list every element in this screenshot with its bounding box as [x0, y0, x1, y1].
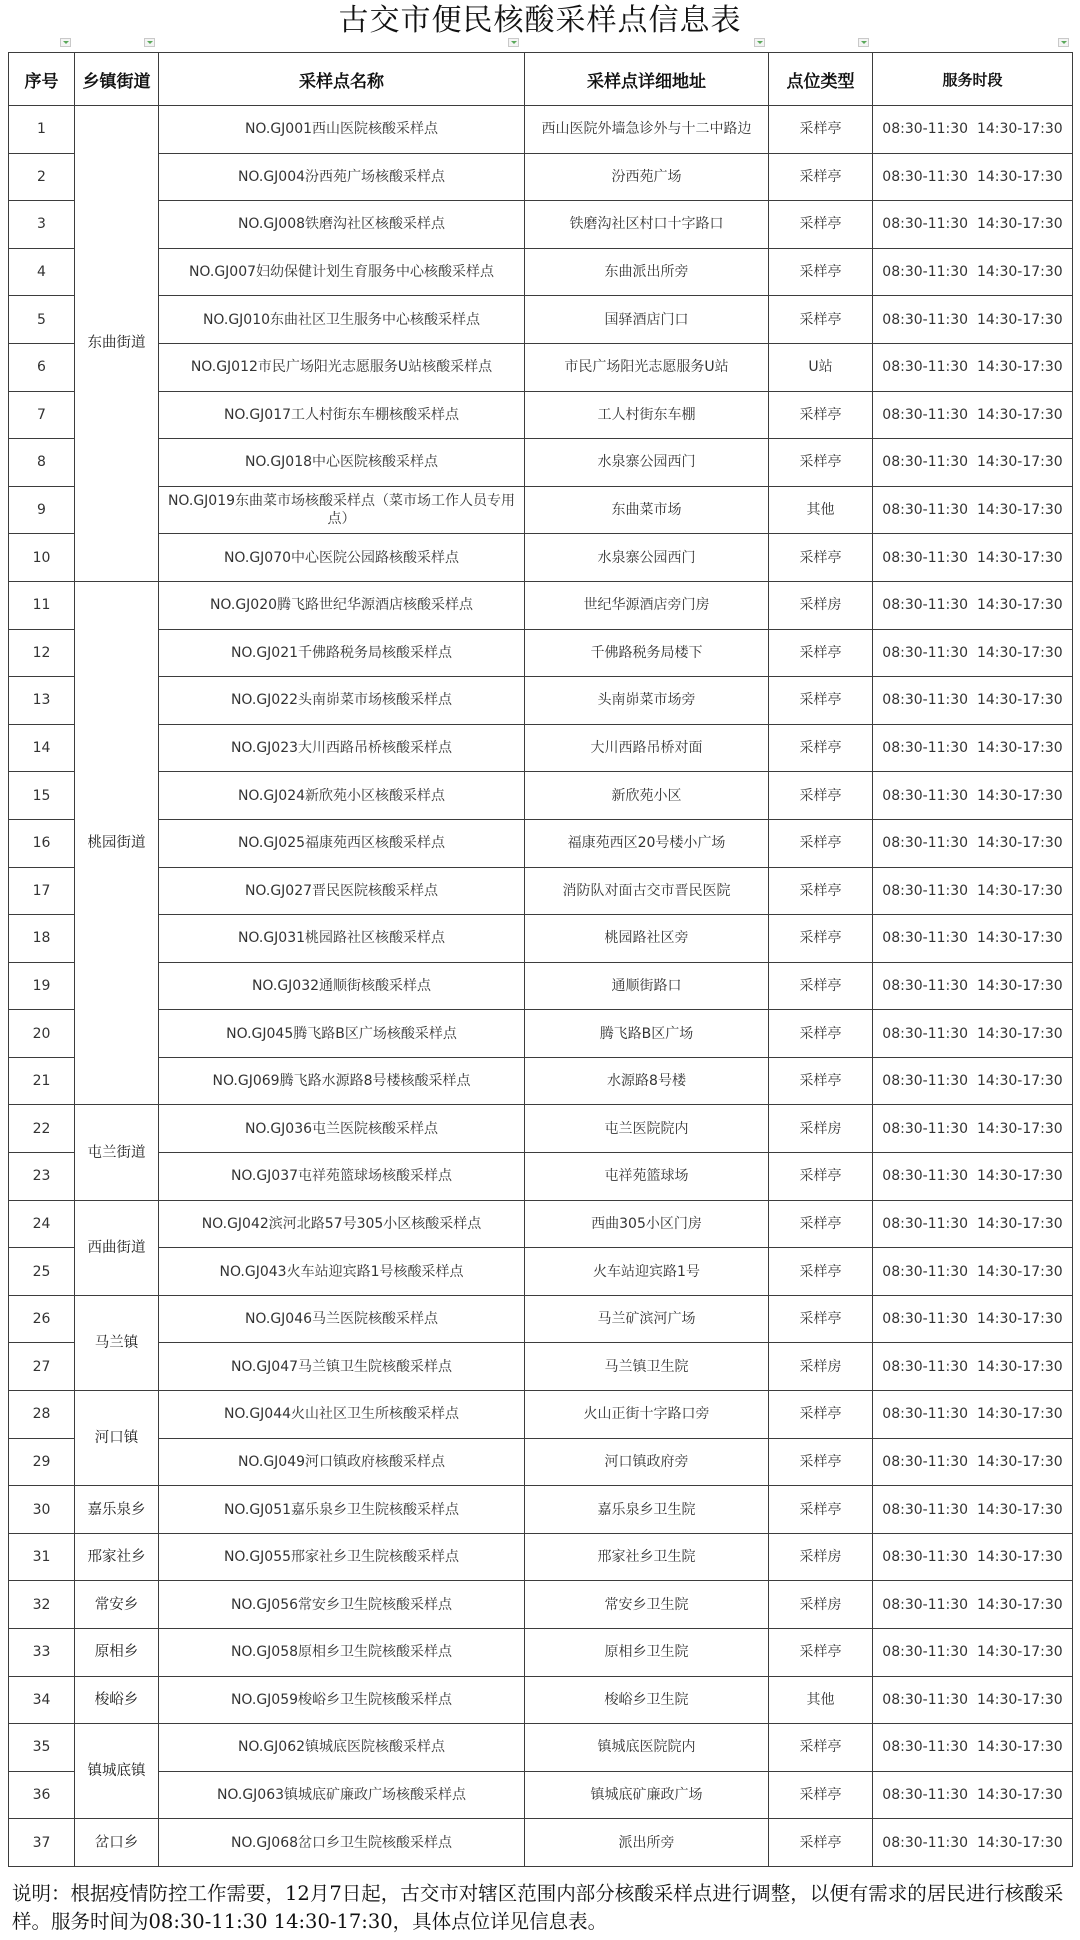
row-number-cell[interactable]: 37 [9, 1819, 75, 1867]
site-name-cell[interactable]: NO.GJ042滨河北路57号305小区核酸采样点 [159, 1200, 525, 1248]
site-address-cell[interactable]: 屯祥苑篮球场 [525, 1153, 769, 1201]
town-cell[interactable]: 嘉乐泉乡 [75, 1486, 159, 1534]
row-number-cell[interactable]: 3 [9, 201, 75, 249]
row-number-cell[interactable]: 7 [9, 391, 75, 439]
site-address-cell[interactable]: 马兰矿滨河广场 [525, 1295, 769, 1343]
site-type-cell[interactable]: 其他 [769, 486, 873, 534]
town-cell[interactable]: 西曲街道 [75, 1200, 159, 1295]
town-cell[interactable]: 岔口乡 [75, 1819, 159, 1867]
header-cell[interactable]: 采样点名称 [159, 53, 525, 106]
row-number-cell[interactable]: 24 [9, 1200, 75, 1248]
footnote: 说明：根据疫情防控工作需要，12月7日起，古交市对辖区范围内部分核酸采样点进行调整，以便有需求的居民进行核酸采样。服务时间为08:30-11:30 14:30-17:30，具体点位详见信息表。 [12, 1882, 1064, 1933]
site-type-cell[interactable]: 采样亭 [769, 819, 873, 867]
table-row [9, 1248, 1073, 1296]
site-address-cell[interactable]: 水泉寨公园西门 [525, 534, 769, 582]
header-cell[interactable]: 点位类型 [769, 53, 873, 106]
table-body [9, 106, 1073, 1867]
town-cell[interactable]: 常安乡 [75, 1581, 159, 1629]
row-number-cell[interactable]: 28 [9, 1391, 75, 1439]
site-name-cell[interactable]: NO.GJ031桃园路社区核酸采样点 [159, 915, 525, 963]
site-address-cell[interactable]: 国驿酒店门口 [525, 296, 769, 344]
row-number-cell[interactable]: 27 [9, 1343, 75, 1391]
service-hours-cell[interactable]: 08:30-11:30 14:30-17:30 [873, 1486, 1073, 1534]
row-number-cell[interactable]: 2 [9, 153, 75, 201]
site-type-cell[interactable]: 采样亭 [769, 1248, 873, 1296]
service-hours-cell[interactable]: 08:30-11:30 14:30-17:30 [873, 1391, 1073, 1439]
site-name-cell[interactable]: NO.GJ045腾飞路B区广场核酸采样点 [159, 1010, 525, 1058]
site-name-cell[interactable]: NO.GJ062镇城底医院核酸采样点 [159, 1724, 525, 1772]
service-hours-cell[interactable]: 08:30-11:30 14:30-17:30 [873, 962, 1073, 1010]
row-number-cell[interactable]: 30 [9, 1486, 75, 1534]
site-name-cell[interactable]: NO.GJ008铁磨沟社区核酸采样点 [159, 201, 525, 249]
filter-dropdown-icon[interactable] [1058, 38, 1069, 47]
row-number-cell[interactable]: 11 [9, 581, 75, 629]
row-number-cell[interactable]: 23 [9, 1153, 75, 1201]
site-address-cell[interactable]: 东曲菜市场 [525, 486, 769, 534]
row-number-cell[interactable]: 22 [9, 1105, 75, 1153]
table-row [9, 1057, 1073, 1105]
table-row [9, 486, 1073, 534]
service-hours-cell[interactable]: 08:30-11:30 14:30-17:30 [873, 1533, 1073, 1581]
site-address-cell[interactable]: 屯兰医院院内 [525, 1105, 769, 1153]
filter-dropdown-icon[interactable] [754, 38, 765, 47]
service-hours-cell[interactable]: 08:30-11:30 14:30-17:30 [873, 1153, 1073, 1201]
site-address-cell[interactable]: 桃园路社区旁 [525, 915, 769, 963]
table-row [9, 1771, 1073, 1819]
table-row [9, 1343, 1073, 1391]
site-name-cell[interactable]: NO.GJ036屯兰医院核酸采样点 [159, 1105, 525, 1153]
site-address-cell[interactable]: 东曲派出所旁 [525, 248, 769, 296]
site-name-cell[interactable]: NO.GJ019东曲菜市场核酸采样点（菜市场工作人员专用点） [159, 486, 525, 534]
site-address-cell[interactable]: 通顺街路口 [525, 962, 769, 1010]
town-cell[interactable]: 镇城底镇 [75, 1724, 159, 1819]
site-type-cell[interactable]: 采样亭 [769, 1010, 873, 1058]
row-number-cell[interactable]: 10 [9, 534, 75, 582]
row-number-cell[interactable]: 32 [9, 1581, 75, 1629]
service-hours-cell[interactable]: 08:30-11:30 14:30-17:30 [873, 201, 1073, 249]
row-number-cell[interactable]: 20 [9, 1010, 75, 1058]
service-hours-cell[interactable]: 08:30-11:30 14:30-17:30 [873, 1771, 1073, 1819]
site-address-cell[interactable]: 消防队对面古交市晋民医院 [525, 867, 769, 915]
town-cell[interactable]: 屯兰街道 [75, 1105, 159, 1200]
site-type-cell[interactable]: 采样亭 [769, 391, 873, 439]
header-cell[interactable]: 采样点详细地址 [525, 53, 769, 106]
service-hours-cell[interactable]: 08:30-11:30 14:30-17:30 [873, 1343, 1073, 1391]
service-hours-cell[interactable]: 08:30-11:30 14:30-17:30 [873, 724, 1073, 772]
site-type-cell[interactable]: 采样亭 [769, 1200, 873, 1248]
site-address-cell[interactable]: 火山正街十字路口旁 [525, 1391, 769, 1439]
table-row [9, 1724, 1073, 1772]
site-name-cell[interactable]: NO.GJ025福康苑西区核酸采样点 [159, 819, 525, 867]
service-hours-cell[interactable]: 08:30-11:30 14:30-17:30 [873, 819, 1073, 867]
table-row [9, 439, 1073, 487]
site-type-cell[interactable]: 采样亭 [769, 153, 873, 201]
site-type-cell[interactable]: 采样亭 [769, 248, 873, 296]
table-row [9, 1533, 1073, 1581]
row-number-cell[interactable]: 12 [9, 629, 75, 677]
table-row [9, 1200, 1073, 1248]
row-number-cell[interactable]: 9 [9, 486, 75, 534]
service-hours-cell[interactable]: 08:30-11:30 14:30-17:30 [873, 391, 1073, 439]
site-address-cell[interactable]: 河口镇政府旁 [525, 1438, 769, 1486]
site-name-cell[interactable]: NO.GJ056常安乡卫生院核酸采样点 [159, 1581, 525, 1629]
service-hours-cell[interactable]: 08:30-11:30 14:30-17:30 [873, 581, 1073, 629]
row-number-cell[interactable]: 26 [9, 1295, 75, 1343]
site-type-cell[interactable]: 采样亭 [769, 1629, 873, 1677]
table-row [9, 534, 1073, 582]
site-name-cell[interactable]: NO.GJ049河口镇政府核酸采样点 [159, 1438, 525, 1486]
table-row [9, 391, 1073, 439]
header-cell[interactable]: 乡镇街道 [75, 53, 159, 106]
service-hours-cell[interactable]: 08:30-11:30 14:30-17:30 [873, 343, 1073, 391]
site-type-cell[interactable]: 采样亭 [769, 106, 873, 154]
site-type-cell[interactable]: 采样亭 [769, 1295, 873, 1343]
site-type-cell[interactable]: 采样亭 [769, 439, 873, 487]
site-name-cell[interactable]: NO.GJ058原相乡卫生院核酸采样点 [159, 1629, 525, 1677]
row-number-cell[interactable]: 15 [9, 772, 75, 820]
row-number-cell[interactable]: 21 [9, 1057, 75, 1105]
row-number-cell[interactable]: 29 [9, 1438, 75, 1486]
site-type-cell[interactable]: 采样房 [769, 1581, 873, 1629]
header-cell[interactable]: 服务时段 [873, 53, 1073, 106]
row-number-cell[interactable]: 33 [9, 1629, 75, 1677]
table-row [9, 962, 1073, 1010]
service-hours-cell[interactable]: 08:30-11:30 14:30-17:30 [873, 1105, 1073, 1153]
table-row [9, 343, 1073, 391]
site-name-cell[interactable]: NO.GJ043火车站迎宾路1号核酸采样点 [159, 1248, 525, 1296]
row-number-cell[interactable]: 31 [9, 1533, 75, 1581]
table-row [9, 724, 1073, 772]
site-type-cell[interactable]: 采样亭 [769, 1438, 873, 1486]
row-number-cell[interactable]: 16 [9, 819, 75, 867]
town-cell[interactable]: 桃园街道 [75, 581, 159, 1105]
service-hours-cell[interactable]: 08:30-11:30 14:30-17:30 [873, 248, 1073, 296]
table-header-row [9, 53, 1073, 106]
site-address-cell[interactable]: 邢家社乡卫生院 [525, 1533, 769, 1581]
table-row [9, 581, 1073, 629]
site-name-cell[interactable]: NO.GJ004汾西苑广场核酸采样点 [159, 153, 525, 201]
site-type-cell[interactable]: 其他 [769, 1676, 873, 1724]
site-name-cell[interactable]: NO.GJ001西山医院核酸采样点 [159, 106, 525, 154]
service-hours-cell[interactable]: 08:30-11:30 14:30-17:30 [873, 1438, 1073, 1486]
service-hours-cell[interactable]: 08:30-11:30 14:30-17:30 [873, 1248, 1073, 1296]
site-type-cell[interactable]: 采样亭 [769, 1771, 873, 1819]
site-address-cell[interactable]: 嘉乐泉乡卫生院 [525, 1486, 769, 1534]
site-type-cell[interactable]: U站 [769, 343, 873, 391]
service-hours-cell[interactable]: 08:30-11:30 14:30-17:30 [873, 1010, 1073, 1058]
site-name-cell[interactable]: NO.GJ020腾飞路世纪华源酒店核酸采样点 [159, 581, 525, 629]
site-name-cell[interactable]: NO.GJ017工人村街东车棚核酸采样点 [159, 391, 525, 439]
row-number-cell[interactable]: 4 [9, 248, 75, 296]
service-hours-cell[interactable]: 08:30-11:30 14:30-17:30 [873, 486, 1073, 534]
service-hours-cell[interactable]: 08:30-11:30 14:30-17:30 [873, 772, 1073, 820]
site-address-cell[interactable]: 福康苑西区20号楼小广场 [525, 819, 769, 867]
town-cell[interactable]: 马兰镇 [75, 1295, 159, 1390]
table-row [9, 1153, 1073, 1201]
site-type-cell[interactable]: 采样房 [769, 581, 873, 629]
site-address-cell[interactable]: 原相乡卫生院 [525, 1629, 769, 1677]
site-address-cell[interactable]: 常安乡卫生院 [525, 1581, 769, 1629]
site-address-cell[interactable]: 腾飞路B区广场 [525, 1010, 769, 1058]
row-number-cell[interactable]: 19 [9, 962, 75, 1010]
table-row [9, 915, 1073, 963]
table-row [9, 296, 1073, 344]
row-number-cell[interactable]: 5 [9, 296, 75, 344]
service-hours-cell[interactable]: 08:30-11:30 14:30-17:30 [873, 1724, 1073, 1772]
service-hours-cell[interactable]: 08:30-11:30 14:30-17:30 [873, 439, 1073, 487]
service-hours-cell[interactable]: 08:30-11:30 14:30-17:30 [873, 1581, 1073, 1629]
table-row [9, 629, 1073, 677]
table-row [9, 867, 1073, 915]
site-address-cell[interactable]: 铁磨沟社区村口十字路口 [525, 201, 769, 249]
header-cell[interactable]: 序号 [9, 53, 75, 106]
service-hours-cell[interactable]: 08:30-11:30 14:30-17:30 [873, 867, 1073, 915]
table-row [9, 1486, 1073, 1534]
service-hours-cell[interactable]: 08:30-11:30 14:30-17:30 [873, 106, 1073, 154]
service-hours-cell[interactable]: 08:30-11:30 14:30-17:30 [873, 677, 1073, 725]
service-hours-cell[interactable]: 08:30-11:30 14:30-17:30 [873, 534, 1073, 582]
site-name-cell[interactable]: NO.GJ055邢家社乡卫生院核酸采样点 [159, 1533, 525, 1581]
table-row [9, 1819, 1073, 1867]
row-number-cell[interactable]: 14 [9, 724, 75, 772]
service-hours-cell[interactable]: 08:30-11:30 14:30-17:30 [873, 1295, 1073, 1343]
table-row [9, 1581, 1073, 1629]
table-row [9, 106, 1073, 154]
row-number-cell[interactable]: 34 [9, 1676, 75, 1724]
service-hours-cell[interactable]: 08:30-11:30 14:30-17:30 [873, 1629, 1073, 1677]
site-type-cell[interactable]: 采样亭 [769, 915, 873, 963]
row-number-cell[interactable]: 36 [9, 1771, 75, 1819]
site-name-cell[interactable]: NO.GJ047马兰镇卫生院核酸采样点 [159, 1343, 525, 1391]
filter-dropdown-icon[interactable] [858, 38, 869, 47]
table-row [9, 1010, 1073, 1058]
site-type-cell[interactable]: 采样亭 [769, 1391, 873, 1439]
town-cell[interactable]: 东曲街道 [75, 106, 159, 582]
table-row [9, 1676, 1073, 1724]
site-name-cell[interactable]: NO.GJ012市民广场阳光志愿服务U站核酸采样点 [159, 343, 525, 391]
site-name-cell[interactable]: NO.GJ044火山社区卫生所核酸采样点 [159, 1391, 525, 1439]
site-type-cell[interactable]: 采样亭 [769, 534, 873, 582]
table-row [9, 1629, 1073, 1677]
site-type-cell[interactable]: 采样亭 [769, 629, 873, 677]
service-hours-cell[interactable]: 08:30-11:30 14:30-17:30 [873, 1819, 1073, 1867]
site-type-cell[interactable]: 采样亭 [769, 1057, 873, 1105]
row-number-cell[interactable]: 1 [9, 106, 75, 154]
site-address-cell[interactable]: 市民广场阳光志愿服务U站 [525, 343, 769, 391]
site-type-cell[interactable]: 采样亭 [769, 962, 873, 1010]
site-address-cell[interactable]: 头南峁菜市场旁 [525, 677, 769, 725]
service-hours-cell[interactable]: 08:30-11:30 14:30-17:30 [873, 1200, 1073, 1248]
site-type-cell[interactable]: 采样房 [769, 1533, 873, 1581]
site-name-cell[interactable]: NO.GJ037屯祥苑篮球场核酸采样点 [159, 1153, 525, 1201]
town-cell[interactable]: 邢家社乡 [75, 1533, 159, 1581]
service-hours-cell[interactable]: 08:30-11:30 14:30-17:30 [873, 1676, 1073, 1724]
site-name-cell[interactable]: NO.GJ018中心医院核酸采样点 [159, 439, 525, 487]
filter-dropdown-icon[interactable] [144, 38, 155, 47]
site-name-cell[interactable]: NO.GJ046马兰医院核酸采样点 [159, 1295, 525, 1343]
service-hours-cell[interactable]: 08:30-11:30 14:30-17:30 [873, 296, 1073, 344]
row-number-cell[interactable]: 25 [9, 1248, 75, 1296]
site-address-cell[interactable]: 马兰镇卫生院 [525, 1343, 769, 1391]
site-type-cell[interactable]: 采样亭 [769, 677, 873, 725]
site-type-cell[interactable]: 采样亭 [769, 1724, 873, 1772]
site-address-cell[interactable]: 西山医院外墙急诊外与十二中路边 [525, 106, 769, 154]
table-row [9, 772, 1073, 820]
table-row [9, 201, 1073, 249]
row-number-cell[interactable]: 8 [9, 439, 75, 487]
site-name-cell[interactable]: NO.GJ069腾飞路水源路8号楼核酸采样点 [159, 1057, 525, 1105]
site-type-cell[interactable]: 采样亭 [769, 724, 873, 772]
site-address-cell[interactable]: 汾西苑广场 [525, 153, 769, 201]
site-name-cell[interactable]: NO.GJ070中心医院公园路核酸采样点 [159, 534, 525, 582]
service-hours-cell[interactable]: 08:30-11:30 14:30-17:30 [873, 629, 1073, 677]
town-cell[interactable]: 河口镇 [75, 1391, 159, 1486]
table-row [9, 1438, 1073, 1486]
site-address-cell[interactable]: 镇城底矿廉政广场 [525, 1771, 769, 1819]
sampling-sites-table [8, 52, 1073, 1867]
site-address-cell[interactable]: 西曲305小区门房 [525, 1200, 769, 1248]
site-address-cell[interactable]: 镇城底医院院内 [525, 1724, 769, 1772]
site-address-cell[interactable]: 水泉寨公园西门 [525, 439, 769, 487]
table-row [9, 1391, 1073, 1439]
table-row [9, 248, 1073, 296]
row-number-cell[interactable]: 17 [9, 867, 75, 915]
site-name-cell[interactable]: NO.GJ068岔口乡卫生院核酸采样点 [159, 1819, 525, 1867]
site-address-cell[interactable]: 新欣苑小区 [525, 772, 769, 820]
site-name-cell[interactable]: NO.GJ010东曲社区卫生服务中心核酸采样点 [159, 296, 525, 344]
site-type-cell[interactable]: 采样亭 [769, 201, 873, 249]
row-number-cell[interactable]: 6 [9, 343, 75, 391]
row-number-cell[interactable]: 13 [9, 677, 75, 725]
site-name-cell[interactable]: NO.GJ032通顺街核酸采样点 [159, 962, 525, 1010]
table-row [9, 819, 1073, 867]
site-type-cell[interactable]: 采样亭 [769, 1486, 873, 1534]
site-address-cell[interactable]: 世纪华源酒店旁门房 [525, 581, 769, 629]
site-type-cell[interactable]: 采样房 [769, 1105, 873, 1153]
town-cell[interactable]: 梭峪乡 [75, 1676, 159, 1724]
table-row [9, 1295, 1073, 1343]
site-name-cell[interactable]: NO.GJ023大川西路吊桥核酸采样点 [159, 724, 525, 772]
site-name-cell[interactable]: NO.GJ027晋民医院核酸采样点 [159, 867, 525, 915]
site-address-cell[interactable]: 梭峪乡卫生院 [525, 1676, 769, 1724]
page-title: 古交市便民核酸采样点信息表 [338, 3, 742, 38]
filter-dropdown-icon[interactable] [60, 38, 71, 47]
row-number-cell[interactable]: 35 [9, 1724, 75, 1772]
row-number-cell[interactable]: 18 [9, 915, 75, 963]
site-address-cell[interactable]: 水源路8号楼 [525, 1057, 769, 1105]
site-name-cell[interactable]: NO.GJ021千佛路税务局核酸采样点 [159, 629, 525, 677]
site-name-cell[interactable]: NO.GJ007妇幼保健计划生育服务中心核酸采样点 [159, 248, 525, 296]
service-hours-cell[interactable]: 08:30-11:30 14:30-17:30 [873, 1057, 1073, 1105]
site-type-cell[interactable]: 采样亭 [769, 772, 873, 820]
site-name-cell[interactable]: NO.GJ051嘉乐泉乡卫生院核酸采样点 [159, 1486, 525, 1534]
service-hours-cell[interactable]: 08:30-11:30 14:30-17:30 [873, 153, 1073, 201]
site-type-cell[interactable]: 采样亭 [769, 1153, 873, 1201]
service-hours-cell[interactable]: 08:30-11:30 14:30-17:30 [873, 915, 1073, 963]
site-address-cell[interactable]: 大川西路吊桥对面 [525, 724, 769, 772]
site-address-cell[interactable]: 工人村街东车棚 [525, 391, 769, 439]
site-type-cell[interactable]: 采样亭 [769, 1819, 873, 1867]
filter-dropdown-icon[interactable] [508, 38, 519, 47]
table-row [9, 153, 1073, 201]
table-row [9, 1105, 1073, 1153]
site-name-cell[interactable]: NO.GJ059梭峪乡卫生院核酸采样点 [159, 1676, 525, 1724]
site-name-cell[interactable]: NO.GJ024新欣苑小区核酸采样点 [159, 772, 525, 820]
site-address-cell[interactable]: 千佛路税务局楼下 [525, 629, 769, 677]
site-type-cell[interactable]: 采样亭 [769, 867, 873, 915]
site-type-cell[interactable]: 采样房 [769, 1343, 873, 1391]
site-address-cell[interactable]: 火车站迎宾路1号 [525, 1248, 769, 1296]
table-row [9, 677, 1073, 725]
site-type-cell[interactable]: 采样亭 [769, 296, 873, 344]
site-address-cell[interactable]: 派出所旁 [525, 1819, 769, 1867]
site-name-cell[interactable]: NO.GJ022头南峁菜市场核酸采样点 [159, 677, 525, 725]
town-cell[interactable]: 原相乡 [75, 1629, 159, 1677]
site-name-cell[interactable]: NO.GJ063镇城底矿廉政广场核酸采样点 [159, 1771, 525, 1819]
